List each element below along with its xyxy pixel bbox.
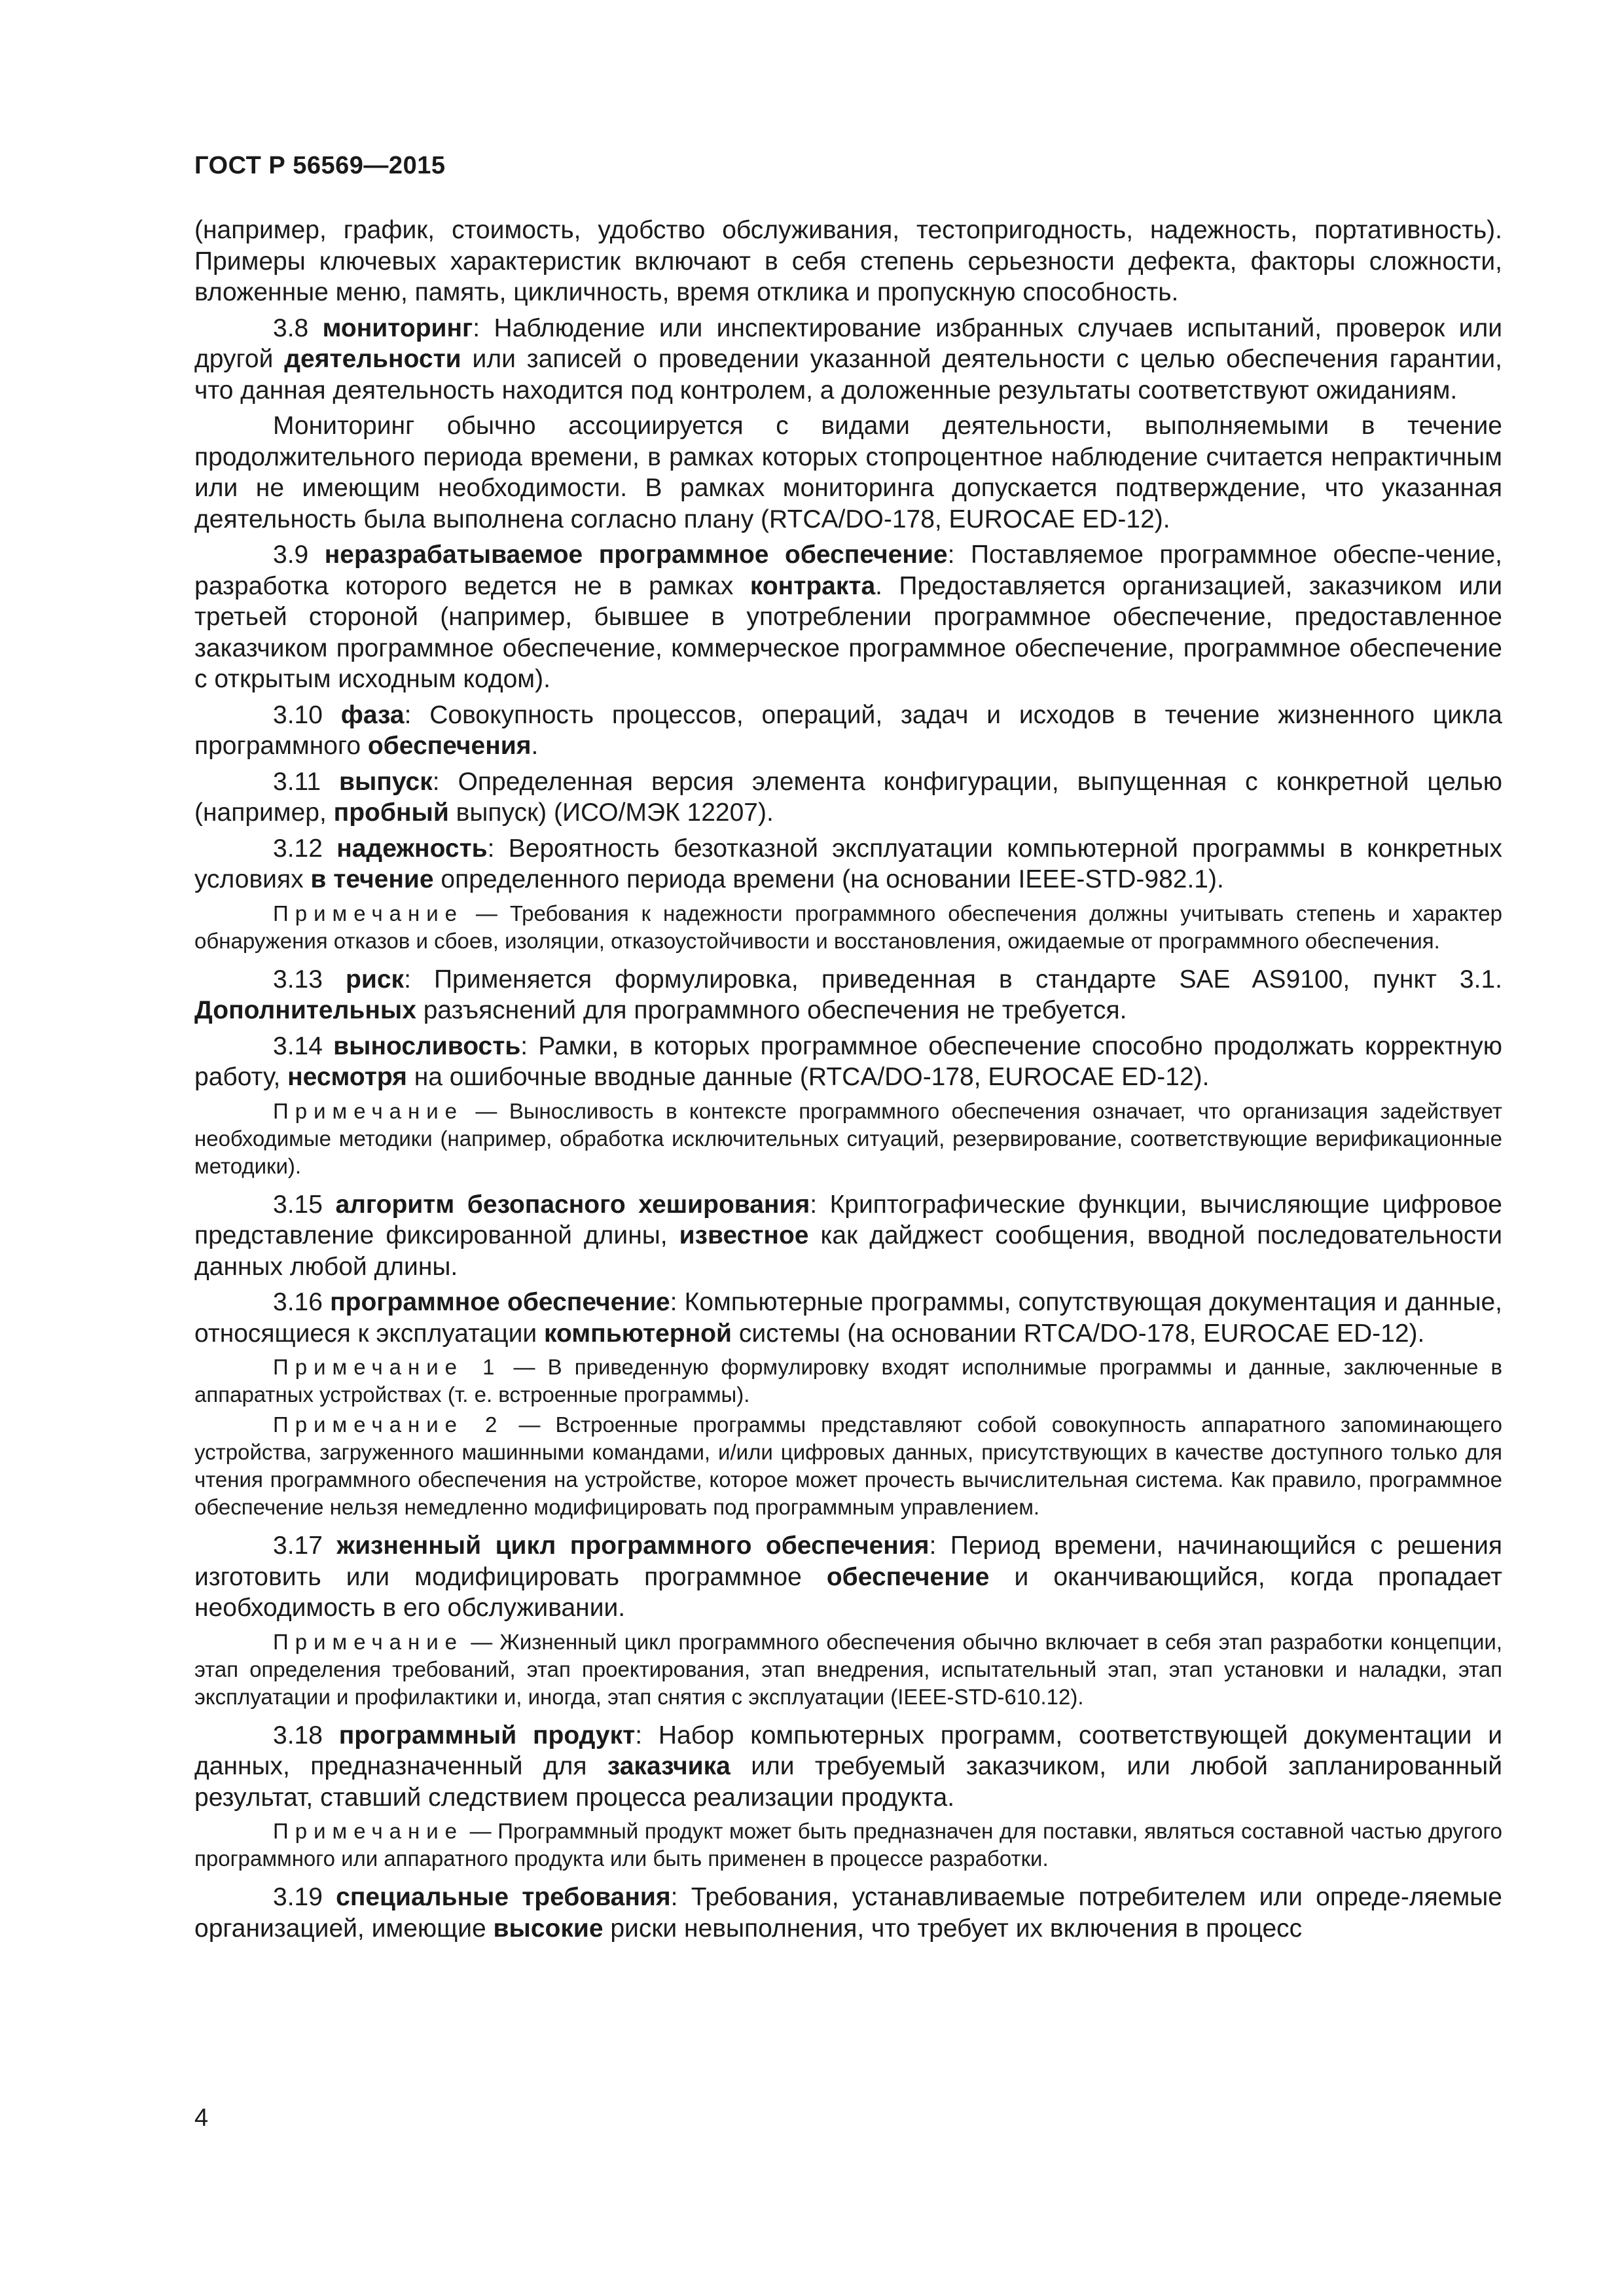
term-3-19: 3.19 специальные требования: Требования, устанавливаемые потребителем или опреде-ляемые организацией, имеющие высокие риски невыполнения, что требует их включения в процесс [194,1883,1502,1943]
term-title: фаза [340,700,405,729]
term-title: риск [346,965,405,994]
term-3-17: 3.17 жизненный цикл программного обеспечения: Период времени, начинающийся с решения изготовить или модифицировать программное обеспечение и оканчивающийся, когда пропадает необходимость в его обслуживании. [194,1532,1503,1622]
term-title: алгоритм безопасного хеширования [335,1190,810,1219]
term-title: мониторинг [322,314,473,342]
note-3-17: Примечание — Жизненный цикл программного обеспечения обычно включает в себя этап разработки концепции, этап определения требований, этап проектирования, этап внедрения, испытательный этап, этап установки и наладки, этап эксплуатации и профилактики и, иногда, этап снятия с эксплуатации (IEEE-STD-610.12). [194,1629,1502,1709]
term-3-18: 3.18 программный продукт: Набор компьютерных программ, соответствующей документации и данных, предназначенный для заказчика или требуемый заказчиком, или любой запланированный результат, ставший следствием процесса реализации продукта. [194,1721,1502,1812]
term-3-11: 3.11 выпуск: Определенная версия элемента конфигурации, выпущенная с конкретной целью (например, пробный выпуск) (ИСО/МЭК 12207). [194,767,1502,827]
term-title: специальные требования [336,1883,671,1911]
term-3-14: 3.14 выносливость: Рамки, в которых программное обеспечение способно продолжать корректную работу, несмотря на ошибочные вводные данные (RTCA/DO-178, EUROCAE ED-12). [194,1031,1502,1091]
term-title: выносливость [333,1031,521,1060]
term-3-13: 3.13 риск: Применяется формулировка, приведенная в стандарте SAE AS9100, пункт 3.1. Дополнительных разъяснений для программного обеспечения не требуется. [194,965,1502,1024]
note-3-16-2: Примечание 2 — Встроенные программы представляют собой совокупность аппаратного запоминающего устройства, загруженного машинными командами, и/или цифровых данных, присутствующих в качестве доступного только для чтения программного обеспечения на устройстве, которое может прочесть вычислительная система. Как правило, программное обеспечение нельзя немедленно модифицировать под программным управлением. [194,1412,1503,1519]
term-title: выпуск [339,767,433,796]
standard-header: ГОСТ Р 56569—2015 [194,152,446,179]
term-3-8-explanation: Мониторинг обычно ассоциируется с видами деятельности, выполняемыми в течение продолжительного периода времени, в рамках которых стопроцентное наблюдение считается непрактичным или не имеющим необходимости. В рамках мониторинга допускается подтверждение, что указанная деятельность была выполнена согласно плану (RTCA/DO-178, EUROCAE ED-12). [194,412,1502,533]
body-text [194,215,1502,1948]
term-title: программное обеспечение [330,1288,670,1316]
term-3-10: 3.10 фаза: Совокупность процессов, операций, задач и исходов в течение жизненного цикла программного обеспечения. [194,700,1502,760]
term-title: жизненный цикл программного обеспечения [336,1532,929,1560]
note-3-16-1: Примечание 1 — В приведенную формулировку входят исполнимые программы и данные, заключенные в аппаратных устройствах (т. е. встроенные программы). [194,1355,1503,1407]
term-3-8: 3.8 мониторинг: Наблюдение или инспектирование избранных случаев испытаний, проверок или другой деятельности или записей о проведении указанной деятельности с целью обеспечения гарантии, что данная деятельность находится под контролем, а доложенные результаты соответствуют ожиданиям. [194,314,1503,404]
note-3-12: Примечание — Требования к надежности программного обеспечения должны учитывать степень и характер обнаружения отказов и сбоев, изоляции, отказоустойчивости и восстановления, ожидаемые от программного обеспечения. [194,901,1502,953]
term-title: неразрабатываемое программное обеспечение [324,541,948,569]
term-3-16: 3.16 программное обеспечение: Компьютерные программы, сопутствующая документация и данные, относящиеся к эксплуатации компьютерной системы (на основании RTCA/DO-178, EUROCAE ED-12). [194,1288,1503,1348]
term-3-15: 3.15 алгоритм безопасного хеширования: Криптографические функции, вычисляющие цифровое представление фиксированной длины, известное как дайджест сообщения, вводной последовательности данных любой длины. [194,1190,1502,1281]
note-3-18: Примечание — Программный продукт может быть предназначен для поставки, являться составной частью другого программного или аппаратного продукта или быть применен в процессе разработки. [194,1819,1502,1871]
paragraph-continuation: (например, график, стоимость, удобство обслуживания, тестопригодность, надежность, портативность). Примеры ключевых характеристик включают в себя степень серьезности дефекта, факторы сложности, вложенные меню, память, цикличность, время отклика и пропускную способность. [194,216,1502,306]
page-number: 4 [194,2104,209,2132]
note-3-14: Примечание — Выносливость в контексте программного обеспечения означает, что организация задействует необходимые методики (например, обработка исключительных ситуаций, резервирование, соответствующие верификационные методики). [194,1098,1502,1178]
term-3-12: 3.12 надежность: Вероятность безотказной эксплуатации компьютерной программы в конкретных условиях в течение определенного периода времени (на основании IEEE-STD-982.1). [194,834,1502,893]
term-3-9: 3.9 неразрабатываемое программное обеспечение: Поставляемое программное обеспе-чение, разработка которого ведется не в рамках контракта. Предоставляется организацией, заказчиком или третьей стороной (например, бывшее в употреблении программное обеспечение, предоставленное заказчиком программное обеспечение, коммерческое программное обеспечение, программное обеспечение с открытым исходным кодом). [194,541,1503,693]
term-title: надежность [336,834,488,863]
term-title: программный продукт [338,1721,636,1749]
